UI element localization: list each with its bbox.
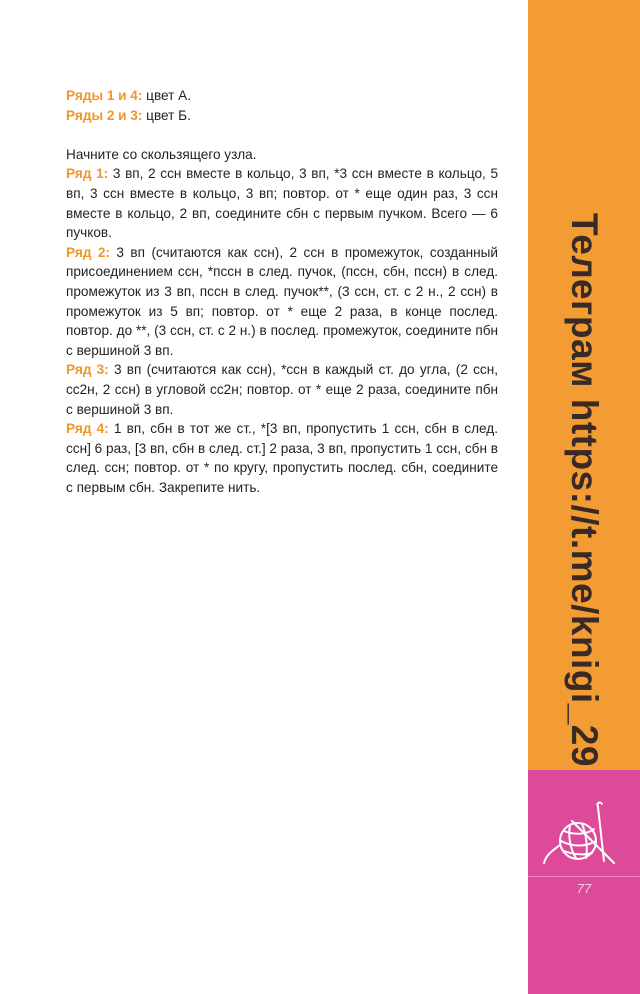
row-label: Ряд 3: xyxy=(66,362,109,378)
row-label: Ряд 2: xyxy=(66,244,110,260)
row-text: 3 вп, 2 ссн вместе в кольцо, 3 вп, *3 ссн вместе в кольцо, 5 вп, 3 ссн вместе в кольцо, 3 вп; повтор. от * еще один раз, 3 ссн вместе в кольцо, 2 вп, соедините сбн с первым пучком. Всего — 6 пучков. xyxy=(66,166,499,241)
spacer xyxy=(66,125,498,145)
page-number-divider xyxy=(528,876,640,877)
row-instruction xyxy=(66,360,498,419)
row-instruction xyxy=(66,243,498,361)
page-number: 77 xyxy=(576,881,592,896)
color-row xyxy=(66,86,498,106)
row-label: Ряд 4: xyxy=(66,421,109,437)
row-text: 1 вп, сбн в тот же ст., *[3 вп, пропустить 1 ссн, сбн в след. ссн] 6 раз, [3 вп, сбн в след. ст.] 2 раза, 3 вп, пропустить 1 ссн, сбн в след. ссн; повтор. от * по кругу, пропустить послед. сбн, соедините с первым сбн. Закрепите нить. xyxy=(66,421,499,495)
telegram-banner xyxy=(528,210,640,770)
yarn-ball-with-hook-icon xyxy=(542,795,626,875)
page-body xyxy=(66,86,498,497)
row-instruction xyxy=(66,419,498,497)
sidebar xyxy=(528,0,640,994)
intro-paragraph: Начните со скользящего узла. xyxy=(66,146,257,162)
row-text: цвет А. xyxy=(142,88,191,103)
row-text: 3 вп (считаются как ссн), 2 ссн в промежуток, созданный присоединением ссн, *пссн в след. пучок, (пссн, сбн, пссн) в след. промежуток из 3 вп, пссн в след. пучок**, (3 ссн, ст. с 2 н., 2 ссн) в промежуток из 5 вп; повтор. от * еще 2 раза, в конце послед. повтор. до **, (3 ссн, ст. с 2 н.) в послед. промежуток, соедините пбн с вершиной 3 вп. xyxy=(66,244,499,358)
row-label: Ряды 2 и 3: xyxy=(66,107,143,123)
row-label: Ряды 1 и 4: xyxy=(66,88,143,103)
color-row xyxy=(66,106,498,126)
telegram-link-text[interactable]: Телеграм https://t.me/knigi_29 xyxy=(564,213,605,767)
row-instruction xyxy=(66,164,498,242)
row-text: цвет Б. xyxy=(142,107,191,123)
row-label: Ряд 1: xyxy=(66,166,109,182)
row-text: 3 вп (считаются как ссн), *ссн в каждый ст. до угла, (2 ссн, сс2н, 2 ссн) в угловой сс2н; повтор. от * еще 2 раза, соедините пбн с вершиной 3 вп. xyxy=(66,362,499,417)
